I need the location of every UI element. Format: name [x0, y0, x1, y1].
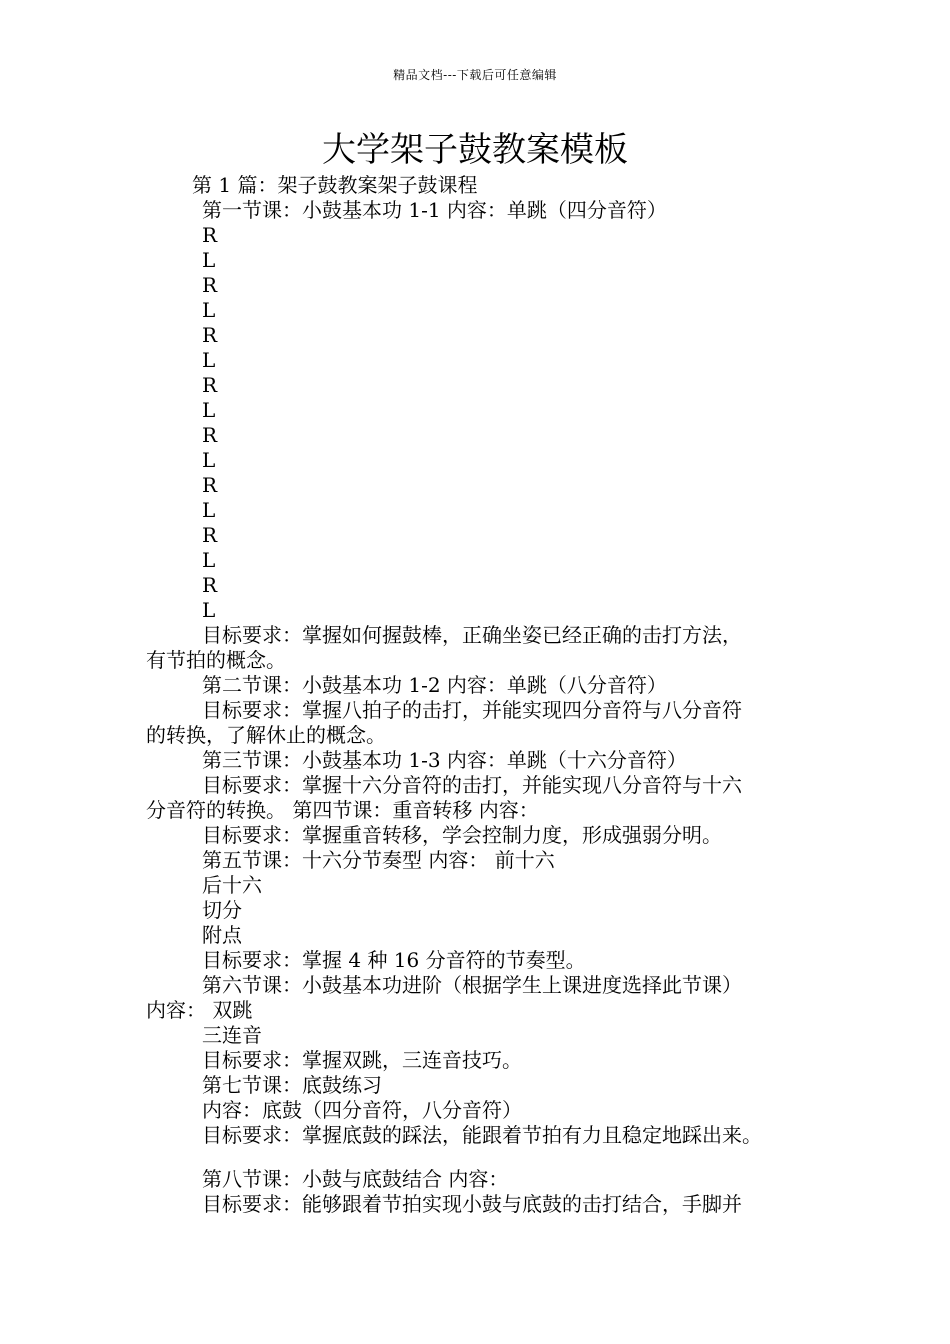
lesson-1-goal: 目标要求：掌握如何握鼓棒，正确坐姿已经正确的击打方法，	[202, 623, 742, 647]
lesson-3-title: 第三节课：小鼓基本功 1-3 内容：单跳（十六分音符）	[202, 748, 687, 772]
sticking-item: R	[202, 273, 218, 297]
sticking-item: L	[202, 448, 216, 472]
lesson-5-goal: 目标要求：掌握 4 种 16 分音符的节奏型。	[202, 948, 586, 972]
sticking-item: L	[202, 548, 216, 572]
paragraph-gap	[146, 1148, 826, 1167]
sticking-item: R	[202, 323, 218, 347]
lesson-2-goal: 目标要求：掌握八拍子的击打，并能实现四分音符与八分音符	[202, 698, 742, 722]
sticking-item: L	[202, 298, 216, 322]
lesson-3-goal-cont: 分音符的转换。 第四节课：重音转移 内容：	[146, 798, 539, 822]
lesson-6-item: 三连音	[202, 1023, 262, 1047]
lesson-6-goal: 目标要求：掌握双跳，三连音技巧。	[202, 1048, 522, 1072]
lesson-7-title: 第七节课：底鼓练习	[202, 1073, 382, 1097]
sticking-item: L	[202, 598, 216, 622]
sticking-item: R	[202, 223, 218, 247]
lesson-6-title: 第六节课：小鼓基本功进阶（根据学生上课进度选择此节课）	[202, 973, 742, 997]
sticking-item: R	[202, 473, 218, 497]
lesson-8-goal: 目标要求：能够跟着节拍实现小鼓与底鼓的击打结合，手脚并	[202, 1192, 742, 1216]
sticking-item: L	[202, 398, 216, 422]
sticking-item: R	[202, 523, 218, 547]
sticking-item: R	[202, 573, 218, 597]
sticking-item: L	[202, 498, 216, 522]
lesson-5-title: 第五节课：十六分节奏型 内容： 前十六	[202, 848, 555, 872]
lesson-7-content: 内容：底鼓（四分音符，八分音符）	[202, 1098, 522, 1122]
sticking-item: R	[202, 423, 218, 447]
sticking-item: R	[202, 373, 218, 397]
lesson-1-goal-cont: 有节拍的概念。	[146, 648, 286, 672]
sticking-item: L	[202, 248, 216, 272]
document-title: 大学架子鼓教案模板	[322, 130, 628, 170]
lesson-8-title: 第八节课：小鼓与底鼓结合 内容：	[202, 1167, 509, 1191]
lesson-5-item: 附点	[202, 923, 242, 947]
lesson-3-goal: 目标要求：掌握十六分音符的击打，并能实现八分音符与十六	[202, 773, 742, 797]
lesson-6-content: 内容： 双跳	[146, 998, 253, 1022]
lesson-4-goal: 目标要求：掌握重音转移，学会控制力度，形成强弱分明。	[202, 823, 722, 847]
sticking-item: L	[202, 348, 216, 372]
lesson-2-goal-cont: 的转换，了解休止的概念。	[146, 723, 386, 747]
document-body	[146, 173, 826, 1217]
lesson-1-title: 第一节课：小鼓基本功 1-1 内容：单跳（四分音符）	[202, 198, 667, 222]
page-header: 精品文档---下载后可任意编辑	[393, 68, 557, 82]
lesson-5-item: 后十六	[202, 873, 262, 897]
lesson-5-item: 切分	[202, 898, 242, 922]
lesson-2-title: 第二节课：小鼓基本功 1-2 内容：单跳（八分音符）	[202, 673, 667, 697]
lesson-7-goal: 目标要求：掌握底鼓的踩法，能跟着节拍有力且稳定地踩出来。	[202, 1123, 762, 1147]
article-heading: 第 1 篇：架子鼓教案架子鼓课程	[192, 173, 478, 197]
